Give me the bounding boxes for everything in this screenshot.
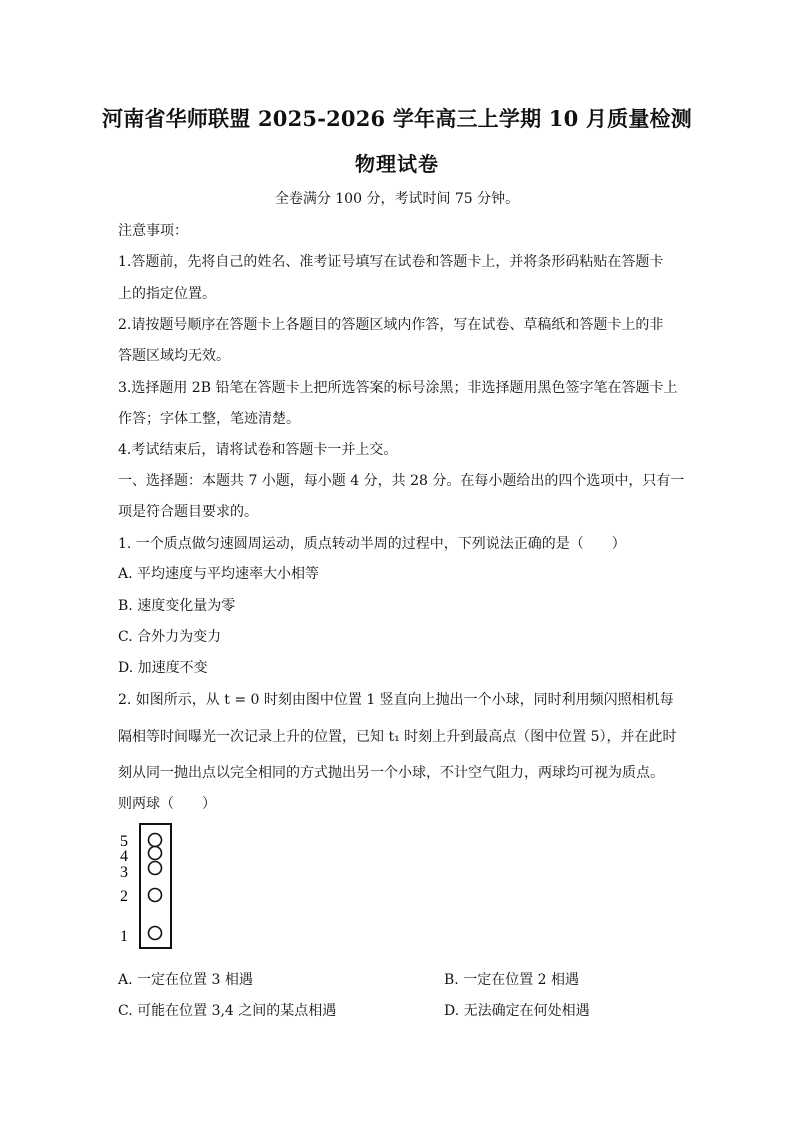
question-1-stem: 1. 一个质点做匀速圆周运动，质点转动半周的过程中，下列说法正确的是（ ） [118,536,626,552]
notice-line: 3.选择题用 2B 铅笔在答题卡上把所选答案的标号涂黑；非选择题用黑色签字笔在答题卡上 [118,380,678,396]
notice-line: 4.考试结束后，请将试卷和答题卡一并上交。 [118,442,398,458]
question-1-option-b: B. 速度变化量为零 [118,598,236,614]
question-2-option-c: C. 可能在位置 3,4 之间的某点相遇 [118,1003,337,1019]
exam-info: 全卷满分 100 分，考试时间 75 分钟。 [274,191,520,207]
notice-line: 2.请按题号顺序在答题卡上各题目的答题区域内作答，写在试卷、草稿纸和答题卡上的非 [118,317,664,333]
notice-line: 作答；字体工整，笔迹清楚。 [118,411,300,427]
section-heading-cont: 项是符合题目要求的。 [118,504,258,520]
position-label-5: 5 [120,833,128,850]
question-1-option-c: C. 合外力为变力 [118,629,222,645]
position-label-2: 2 [120,888,128,905]
position-label-1: 1 [120,928,128,945]
question-2-stem-line: 隔相等时间曝光一次记录上升的位置，已知 t₁ 时刻上升到最高点（图中位置 5），并在此时 [118,729,677,745]
question-2-stem-line: 则两球（ ） [118,796,216,812]
strobe-photo-figure [118,820,178,950]
exam-subtitle: 物理试卷 [355,152,439,176]
question-2-option-a: A. 一定在位置 3 相遇 [118,972,253,988]
notice-line: 1.答题前，先将自己的姓名、准考证号填写在试卷和答题卡上，并将条形码粘贴在答题卡 [118,254,664,270]
notice-heading: 注意事项： [118,223,188,239]
exam-title: 河南省华师联盟 2025-2026 学年高三上学期 10 月质量检测 [102,106,692,131]
ball-position-2 [149,889,162,902]
ball-position-4 [149,847,162,860]
ball-position-3 [149,862,162,875]
position-label-4: 4 [120,848,128,865]
question-1-option-d: D. 加速度不变 [118,660,208,676]
question-2-option-b: B. 一定在位置 2 相遇 [444,972,579,988]
question-2-stem-line: 2. 如图所示，从 t = 0 时刻由图中位置 1 竖直向上抛出一个小球，同时利用频闪照相机每 [118,692,674,708]
question-1-option-a: A. 平均速度与平均速率大小相等 [118,566,320,582]
notice-line: 上的指定位置。 [118,286,216,302]
question-2-stem-line: 刻从同一抛出点以完全相同的方式抛出另一个小球，不计空气阻力，两球均可视为质点。 [118,765,664,781]
ball-position-5 [149,834,162,847]
question-2-option-d: D. 无法确定在何处相遇 [444,1003,590,1019]
section-heading: 一、选择题：本题共 7 小题，每小题 4 分，共 28 分。在每小题给出的四个选项中，只有一 [118,473,685,489]
position-label-3: 3 [120,864,128,881]
notice-line: 答题区域均无效。 [118,348,230,364]
ball-position-1 [149,927,162,940]
